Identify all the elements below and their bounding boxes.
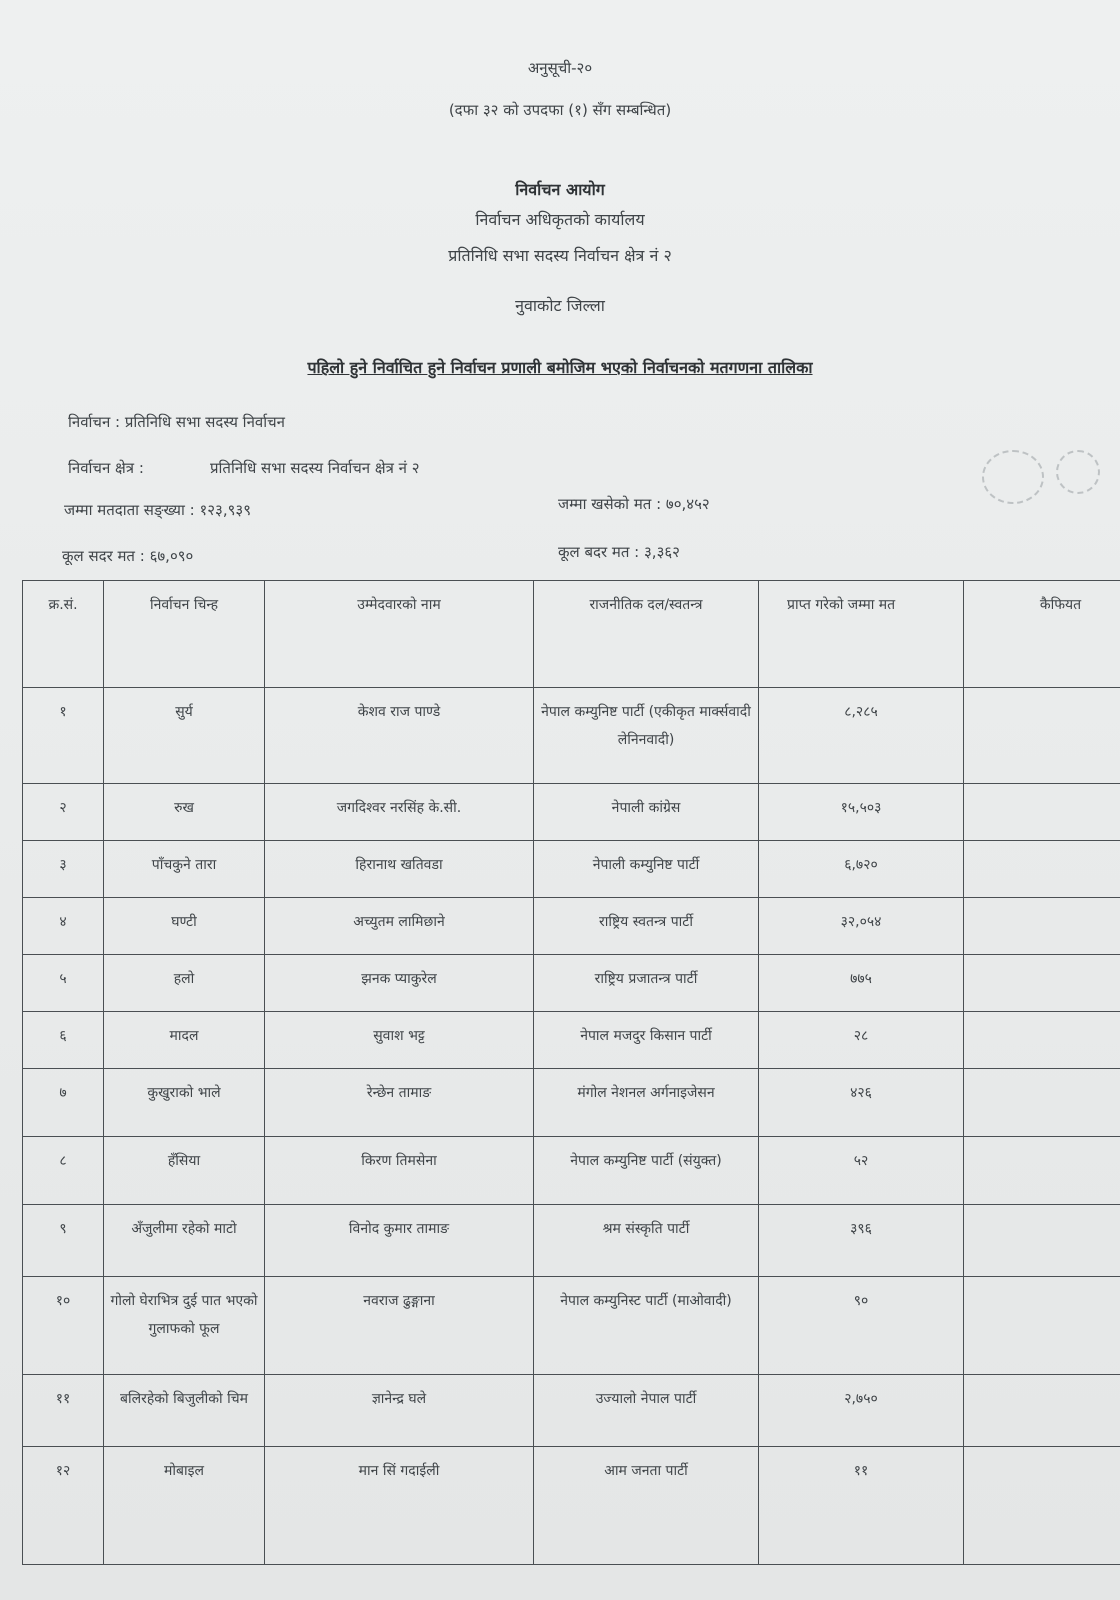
cell-remarks	[964, 841, 1120, 898]
district-name: नुवाकोट जिल्ला	[515, 296, 605, 315]
table-row	[23, 1137, 1120, 1205]
cell-party: राष्ट्रिय प्रजातन्त्र पार्टी	[534, 955, 759, 1012]
cell-sn: १०	[23, 1277, 104, 1375]
cell-party: नेपाली कम्युनिष्ट पार्टी	[534, 841, 759, 898]
cell-votes: ८,२८५	[759, 688, 964, 784]
col-header-sn: क्र.सं.	[23, 581, 104, 688]
cell-sn: ९	[23, 1205, 104, 1277]
invalid-votes: कूल बदर मत : ३,३६२	[558, 543, 680, 561]
table-header-row	[23, 581, 1120, 688]
cell-symbol: बलिरहेको बिजुलीको चिम	[104, 1375, 265, 1447]
cell-party: नेपाल मजदुर किसान पार्टी	[534, 1012, 759, 1069]
table-row	[23, 955, 1120, 1012]
cell-party: श्रम संस्कृति पार्टी	[534, 1205, 759, 1277]
cell-remarks	[964, 1012, 1120, 1069]
cell-name: झनक प्याकुरेल	[265, 955, 534, 1012]
cell-symbol: हलो	[104, 955, 265, 1012]
cell-remarks	[964, 1069, 1120, 1137]
cell-remarks	[964, 1137, 1120, 1205]
cell-name: मान सिं गदाईली	[265, 1447, 534, 1565]
cell-name: हिरानाथ खतिवडा	[265, 841, 534, 898]
table-row	[23, 1012, 1120, 1069]
cell-sn: ६	[23, 1012, 104, 1069]
col-header-party: राजनीतिक दल/स्वतन्त्र	[534, 581, 759, 688]
cell-sn: ५	[23, 955, 104, 1012]
cell-sn: १२	[23, 1447, 104, 1565]
col-header-name: उम्मेदवारको नाम	[265, 581, 534, 688]
schedule-label: अनुसूची-२०	[527, 59, 593, 77]
cell-votes: ३२,०५४	[759, 898, 964, 955]
area-value: प्रतिनिधि सभा सदस्य निर्वाचन क्षेत्र नं २	[210, 459, 420, 477]
cell-name: सुवाश भट्ट	[265, 1012, 534, 1069]
cell-name: नवराज ढुङ्गाना	[265, 1277, 534, 1375]
cell-symbol: मादल	[104, 1012, 265, 1069]
cell-name: रेन्छेन तामाङ	[265, 1069, 534, 1137]
table-row	[23, 1205, 1120, 1277]
cell-sn: २	[23, 784, 104, 841]
cell-votes: १५,५०३	[759, 784, 964, 841]
table-row	[23, 688, 1120, 784]
official-seal	[982, 450, 1044, 504]
cell-name: अच्युतम लामिछाने	[265, 898, 534, 955]
cell-remarks	[964, 898, 1120, 955]
cell-party: राष्ट्रिय स्वतन्त्र पार्टी	[534, 898, 759, 955]
cell-name: किरण तिमसेना	[265, 1137, 534, 1205]
cell-votes: ३९६	[759, 1205, 964, 1277]
cell-votes: ६,७२०	[759, 841, 964, 898]
cell-sn: ११	[23, 1375, 104, 1447]
cell-party: नेपाल कम्युनिस्ट पार्टी (माओवादी)	[534, 1277, 759, 1375]
table-row	[23, 1375, 1120, 1447]
cell-name: जगदिश्वर नरसिंह के.सी.	[265, 784, 534, 841]
cell-votes: ९०	[759, 1277, 964, 1375]
cell-sn: ३	[23, 841, 104, 898]
cell-remarks	[964, 955, 1120, 1012]
reference-label: (दफा ३२ को उपदफा (१) सँग सम्बन्धित)	[448, 101, 672, 119]
cell-remarks	[964, 1447, 1120, 1565]
col-header-remarks: कैफियत	[964, 581, 1120, 688]
valid-votes: कूल सदर मत : ६७,०९०	[62, 547, 194, 565]
cell-party: आम जनता पार्टी	[534, 1447, 759, 1565]
election-type: निर्वाचन : प्रतिनिधि सभा सदस्य निर्वाचन	[68, 413, 285, 431]
cell-symbol: मोबाइल	[104, 1447, 265, 1565]
cell-votes: ११	[759, 1447, 964, 1565]
cell-symbol: अँजुलीमा रहेको माटो	[104, 1205, 265, 1277]
cell-remarks	[964, 1277, 1120, 1375]
cell-party: नेपाल कम्युनिष्ट पार्टी (संयुक्त)	[534, 1137, 759, 1205]
cell-party: नेपाली कांग्रेस	[534, 784, 759, 841]
cell-remarks	[964, 1375, 1120, 1447]
cell-sn: १	[23, 688, 104, 784]
cell-symbol: सुर्य	[104, 688, 265, 784]
cell-symbol: कुखुराको भाले	[104, 1069, 265, 1137]
cell-votes: २,७५०	[759, 1375, 964, 1447]
total-voters: जम्मा मतदाता सङ्ख्या : १२३,९३९	[64, 501, 252, 519]
col-header-symbol: निर्वाचन चिन्ह	[104, 581, 265, 688]
cell-sn: ७	[23, 1069, 104, 1137]
cell-remarks	[964, 1205, 1120, 1277]
table-row	[23, 784, 1120, 841]
cell-symbol: हँसिया	[104, 1137, 265, 1205]
cell-symbol: गोलो घेराभित्र दुई पात भएको गुलाफको फूल	[104, 1277, 265, 1375]
cell-votes: २८	[759, 1012, 964, 1069]
cell-remarks	[964, 784, 1120, 841]
document-title: पहिलो हुने निर्वाचित हुने निर्वाचन प्रणाली बमोजिम भएको निर्वाचनको मतगणना तालिका	[307, 358, 813, 377]
cell-name: केशव राज पाण्डे	[265, 688, 534, 784]
cell-sn: ८	[23, 1137, 104, 1205]
vote-count-table	[22, 580, 1120, 1565]
cell-symbol: पाँचकुने तारा	[104, 841, 265, 898]
table-row	[23, 1069, 1120, 1137]
cell-symbol: रुख	[104, 784, 265, 841]
office-name: निर्वाचन अधिकृतको कार्यालय	[475, 210, 645, 229]
cell-party: नेपाल कम्युनिष्ट पार्टी (एकीकृत मार्क्सवादी लेनिनवादी)	[534, 688, 759, 784]
table-row	[23, 841, 1120, 898]
table-row	[23, 1277, 1120, 1375]
cell-name: ज्ञानेन्द्र घले	[265, 1375, 534, 1447]
commission-name: निर्वाचन आयोग	[515, 180, 605, 199]
col-header-votes: प्राप्त गरेको जम्मा मत	[759, 581, 964, 688]
cell-votes: ४२६	[759, 1069, 964, 1137]
table-row	[23, 898, 1120, 955]
cell-symbol: घण्टी	[104, 898, 265, 955]
cell-party: उज्यालो नेपाल पार्टी	[534, 1375, 759, 1447]
cell-name: विनोद कुमार तामाङ	[265, 1205, 534, 1277]
area-label: निर्वाचन क्षेत्र :	[68, 459, 144, 477]
constituency-line: प्रतिनिधि सभा सदस्य निर्वाचन क्षेत्र नं २	[448, 246, 672, 265]
cell-remarks	[964, 688, 1120, 784]
cell-votes: ७७५	[759, 955, 964, 1012]
official-seal	[1056, 450, 1100, 494]
total-cast: जम्मा खसेको मत : ७०,४५२	[558, 495, 710, 513]
cell-sn: ४	[23, 898, 104, 955]
cell-votes: ५२	[759, 1137, 964, 1205]
cell-party: मंगोल नेशनल अर्गनाइजेसन	[534, 1069, 759, 1137]
table-row	[23, 1447, 1120, 1565]
